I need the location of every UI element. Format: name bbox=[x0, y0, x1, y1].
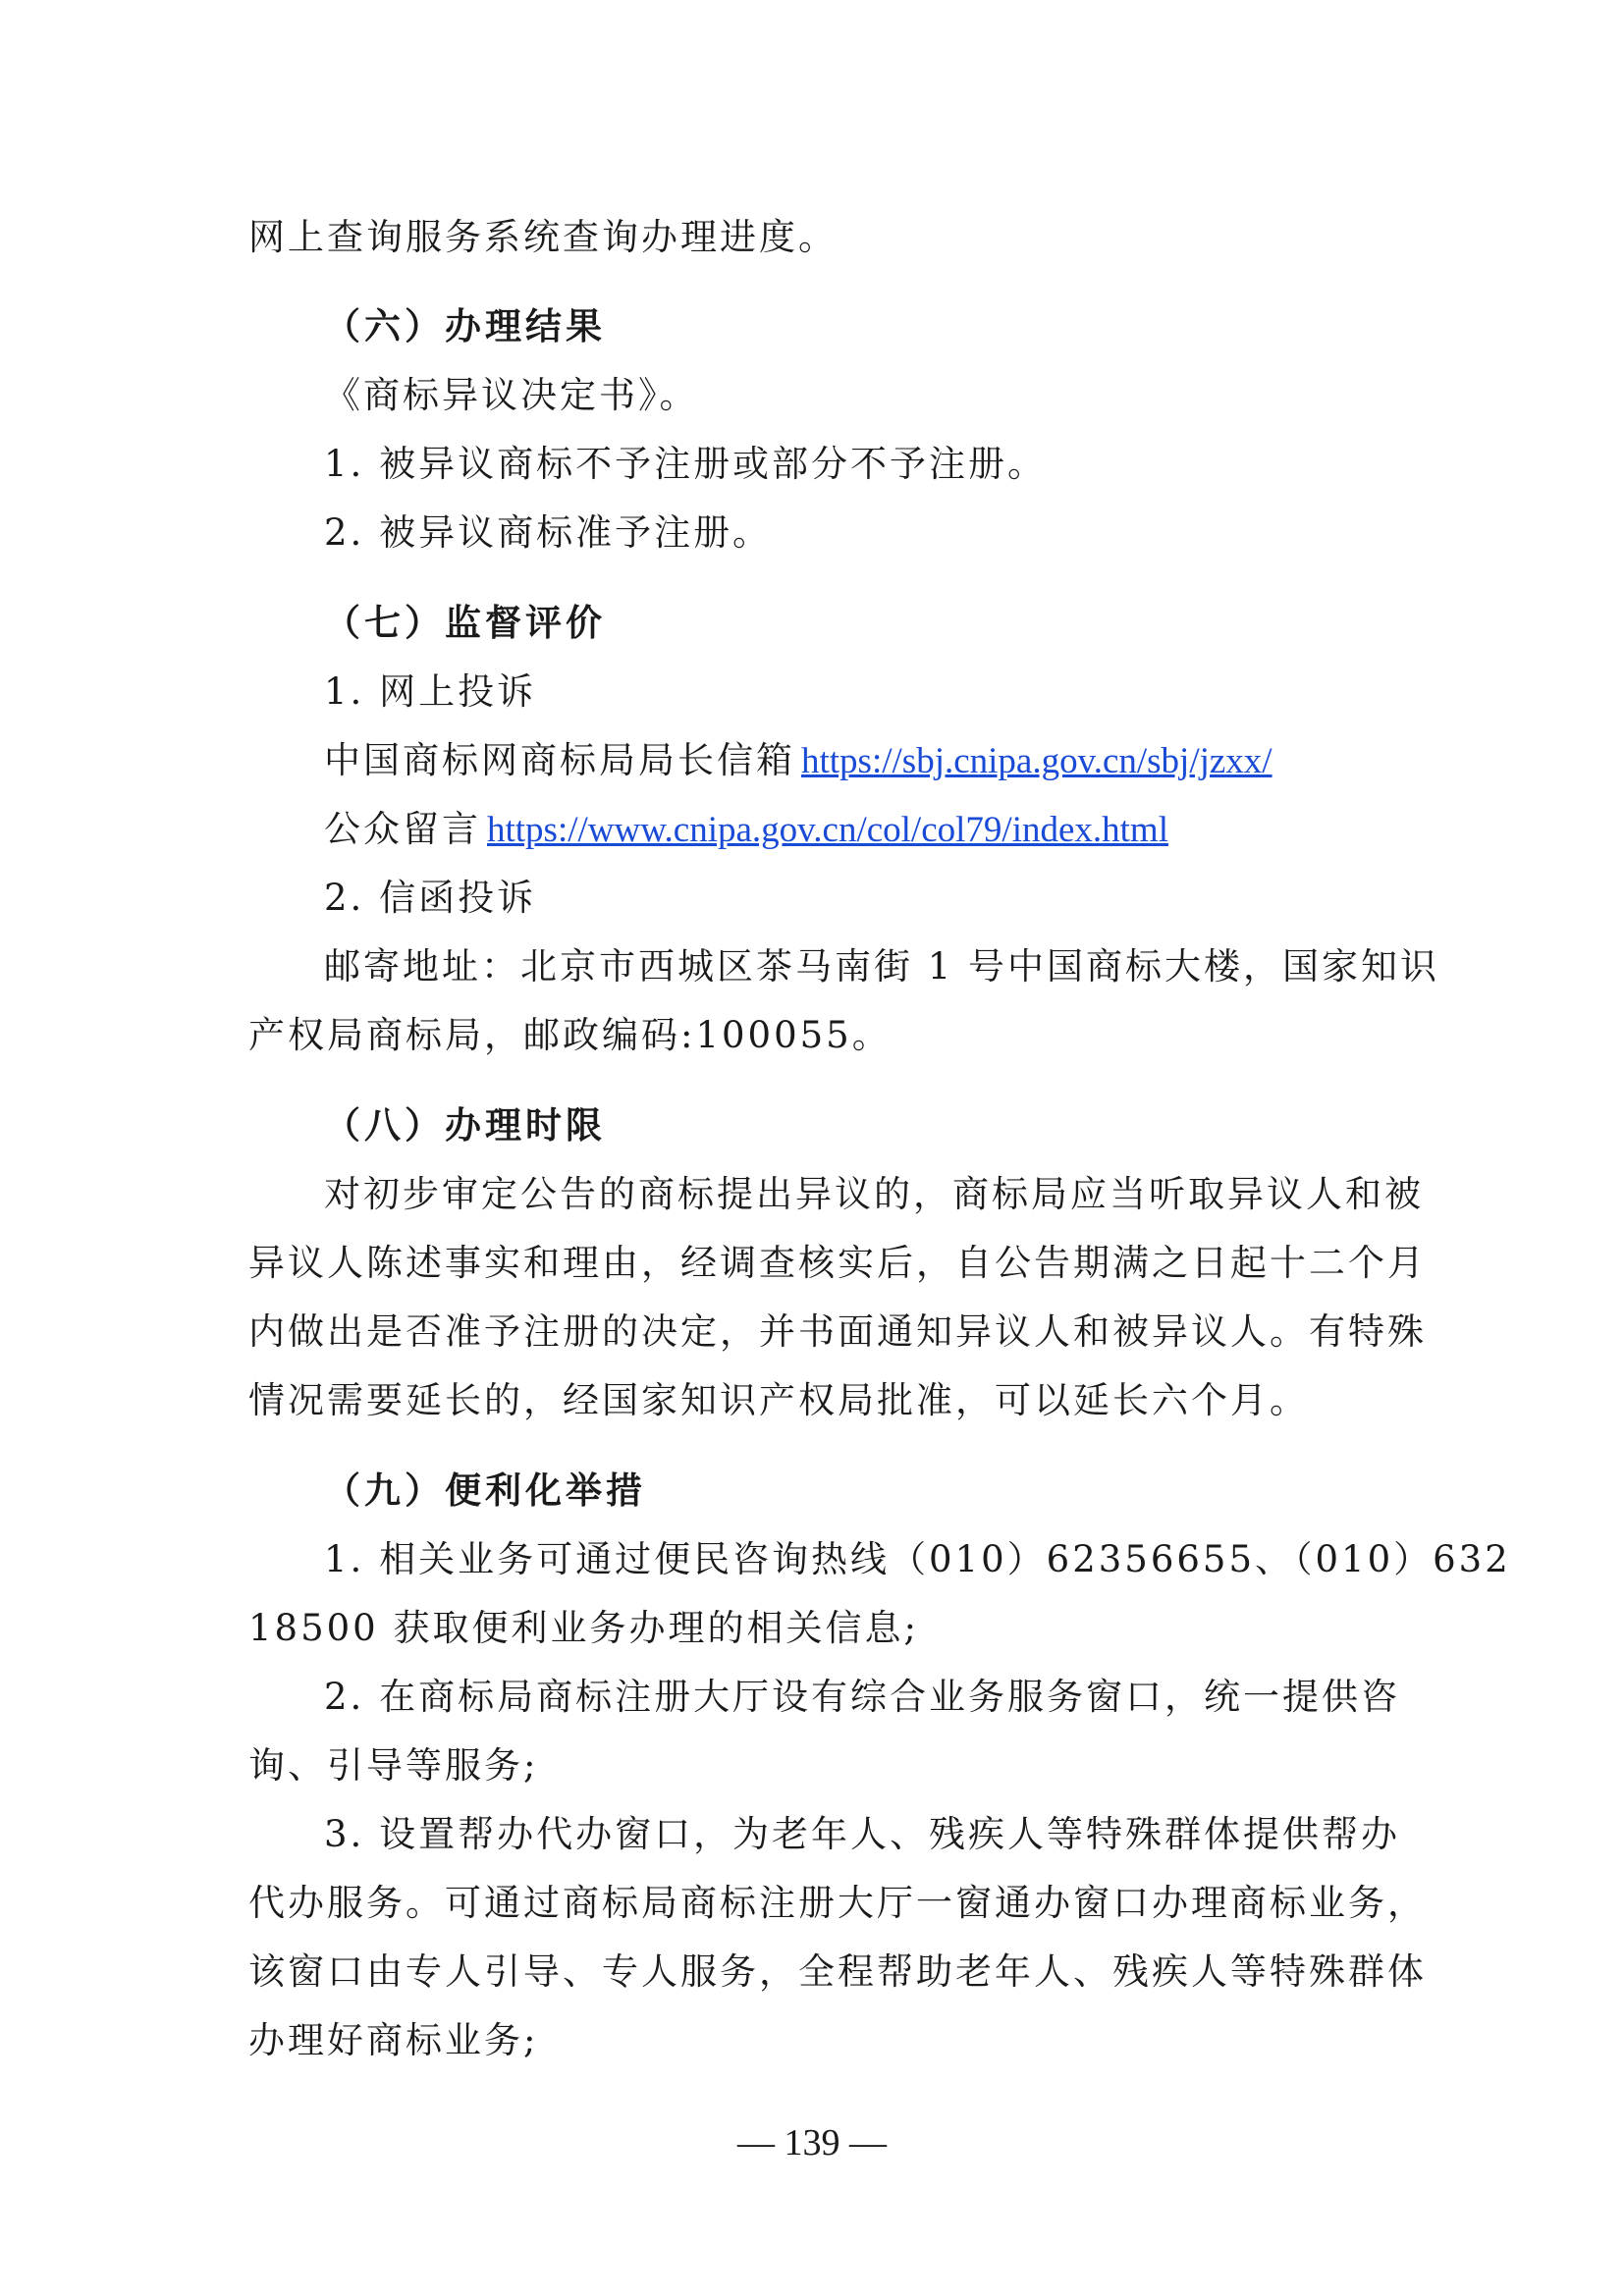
contact-line-public-message bbox=[324, 805, 1387, 855]
paragraph-line: 对初步审定公告的商标提出异议的，商标局应当听取异议人和被 bbox=[324, 1173, 1424, 1215]
paragraph-line: 网上查询服务系统查询办理进度。 bbox=[248, 216, 838, 258]
paragraph-line: 邮寄地址：北京市西城区茶马南街 1 号中国商标大楼，国家知识 bbox=[324, 945, 1440, 988]
section-heading-supervision: （七）监督评价 bbox=[324, 602, 606, 644]
contact-line-director-mailbox bbox=[324, 736, 1387, 786]
director-mailbox-link[interactable]: https://sbj.cnipa.gov.cn/sbj/jzxx/ bbox=[801, 741, 1272, 781]
list-item: 2. 信函投诉 bbox=[324, 877, 537, 919]
paragraph-line: 2. 在商标局商标注册大厅设有综合业务服务窗口，统一提供咨 bbox=[324, 1676, 1401, 1718]
list-item: 1. 被异议商标不予注册或部分不予注册。 bbox=[324, 443, 1048, 485]
contact-label: 公众留言 bbox=[324, 808, 481, 850]
paragraph-line: 18500 获取便利业务办理的相关信息; bbox=[248, 1607, 919, 1649]
paragraph-line: 办理好商标业务; bbox=[248, 2019, 539, 2061]
list-item: 1. 网上投诉 bbox=[324, 670, 537, 713]
paragraph-line: 代办服务。可通过商标局商标注册大厅一窗通办窗口办理商标业务， bbox=[248, 1882, 1427, 1924]
contact-label: 中国商标网商标局局长信箱 bbox=[324, 739, 795, 781]
paragraph-line: 1. 相关业务可通过便民咨询热线（010）62356655、（010）632 bbox=[324, 1538, 1511, 1580]
paragraph-line: 产权局商标局，邮政编码:100055。 bbox=[248, 1014, 892, 1056]
paragraph-line: 该窗口由专人引导、专人服务，全程帮助老年人、残疾人等特殊群体 bbox=[248, 1950, 1427, 1993]
public-message-link[interactable]: https://www.cnipa.gov.cn/col/col79/index.html bbox=[487, 810, 1168, 850]
list-item: 2. 被异议商标准予注册。 bbox=[324, 511, 773, 554]
paragraph-line: 情况需要延长的，经国家知识产权局批准，可以延长六个月。 bbox=[248, 1379, 1309, 1421]
section-heading-results: （六）办理结果 bbox=[324, 305, 606, 347]
paragraph-line: 内做出是否准予注册的决定，并书面通知异议人和被异议人。有特殊 bbox=[248, 1310, 1427, 1353]
paragraph-line: 《商标异议决定书》。 bbox=[324, 374, 699, 416]
page-number: — 139 — bbox=[737, 2122, 887, 2163]
section-heading-convenience: （九）便利化举措 bbox=[324, 1469, 646, 1512]
section-heading-time-limit: （八）办理时限 bbox=[324, 1104, 606, 1147]
paragraph-line: 3. 设置帮办代办窗口，为老年人、残疾人等特殊群体提供帮办 bbox=[324, 1813, 1401, 1855]
paragraph-line: 询、引导等服务; bbox=[248, 1744, 539, 1787]
paragraph-line: 异议人陈述事实和理由，经调查核实后，自公告期满之日起十二个月 bbox=[248, 1242, 1427, 1284]
